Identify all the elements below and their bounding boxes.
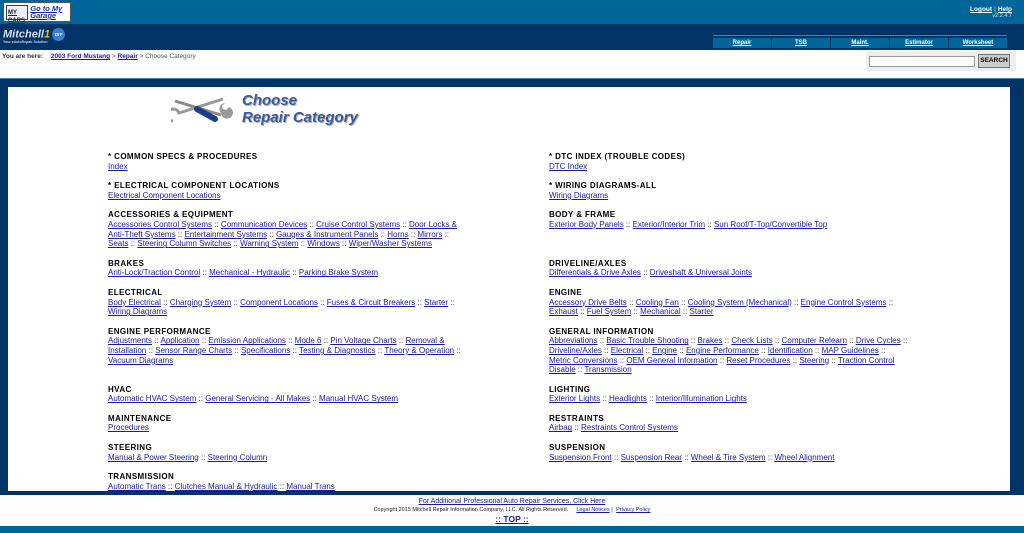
category-links [549, 336, 909, 374]
link-separator: :: [128, 239, 138, 249]
search-input[interactable] [869, 56, 975, 67]
link-separator: :: [339, 239, 349, 249]
link-separator: :: [442, 229, 450, 239]
link-separator: :: [175, 229, 185, 239]
link-horns[interactable]: Horns [387, 229, 409, 239]
link-separator: :: [298, 239, 308, 249]
garage-label: Go to My Garage [30, 4, 63, 20]
link-separator: :: [617, 355, 627, 365]
link-separator: :: [231, 239, 241, 249]
link-accessories-control-systems[interactable]: Accessories Control Systems [108, 219, 213, 229]
link-sensor-range-charts[interactable]: Sensor Range Charts [155, 345, 233, 355]
category-heading: BODY & FRAME [549, 210, 616, 220]
link-manual-trans[interactable]: Manual Trans [286, 481, 335, 491]
link-mode-6[interactable]: Mode 6 [294, 336, 322, 346]
category-heading: GENERAL INFORMATION [549, 326, 654, 336]
link-clutches-manual-hydraulic[interactable]: Clutches Manual & Hydraulic [174, 481, 278, 491]
link-separator: :: [688, 336, 698, 346]
link-metric-conversions[interactable]: Metric Conversions [549, 355, 618, 365]
link-index[interactable]: Index [108, 161, 128, 171]
search-button[interactable]: SEARCH [978, 54, 1010, 68]
link-charging-system[interactable]: Charging System [169, 297, 232, 307]
tab-estimator[interactable]: Estimator [890, 38, 948, 48]
link-separator: :: [722, 336, 732, 346]
link-pin-voltage-charts[interactable]: Pin Voltage Charts [330, 336, 397, 346]
link-separator: :: [378, 229, 388, 239]
category-heading: * ELECTRICAL COMPONENT LOCATIONS [108, 181, 280, 191]
link-automatic-trans[interactable]: Automatic Trans [108, 481, 166, 491]
nav-bar [0, 24, 1024, 50]
link-application[interactable]: Application [160, 336, 200, 346]
link-separator: :: [886, 297, 894, 307]
bottom-bar [0, 526, 1024, 533]
link-separator: :: [232, 345, 241, 355]
link-separator: :: [631, 307, 641, 317]
category-section-steering [108, 443, 468, 462]
link-driveshaft-universal-joints[interactable]: Driveshaft & Universal Joints [649, 268, 753, 278]
link-wiring-diagrams[interactable]: Wiring Diagrams [108, 307, 168, 317]
link-separator: :: [772, 336, 782, 346]
link-wiring-diagrams[interactable]: Wiring Diagrams [549, 190, 609, 200]
link-separator: :: [400, 219, 409, 229]
category-section-maintenance [108, 414, 468, 433]
link-sun-roof-t-top-convertible-top[interactable]: Sun Roof/T-Top/Convertible Top [713, 219, 828, 229]
link-driveline-axles[interactable]: Driveline/Axles [549, 345, 602, 355]
category-links [549, 298, 909, 317]
page-title [242, 92, 358, 126]
link-manual-hvac-system[interactable]: Manual HVAC System [319, 394, 399, 404]
link-wheel-alignment[interactable]: Wheel Alignment [774, 452, 835, 462]
link-separator: :: [600, 394, 610, 404]
link-mechanical[interactable]: Mechanical [640, 307, 681, 317]
wrench-screwdriver-icon [171, 91, 237, 125]
breadcrumb-repair[interactable]: Repair [117, 53, 138, 60]
category-section-electrical [108, 288, 468, 317]
tab-worksheet[interactable]: Worksheet [949, 38, 1007, 48]
link-separator: :: [626, 297, 636, 307]
link-vacuum-diagrams[interactable]: Vacuum Diagrams [108, 355, 174, 365]
help-link[interactable]: Help [997, 6, 1012, 13]
additional-services-link[interactable]: For Additional Professional Auto Repair Services, Click Here [418, 498, 606, 505]
link-reset-procedures[interactable]: Reset Procedures [726, 355, 791, 365]
link-suspension-rear[interactable]: Suspension Rear [620, 452, 682, 462]
link-separator: :: [643, 345, 653, 355]
tab-maint[interactable]: Maint. [831, 38, 889, 48]
link-separator: :: [196, 394, 206, 404]
link-separator: :: [846, 336, 856, 346]
link-separator: :: [791, 297, 801, 307]
category-links [549, 394, 909, 404]
category-section-driveline-axles [549, 259, 909, 278]
copyright: Copyright 2015 Mitchell Repair Information Company, LLC. All Rights Reserved. Legal Notices | Privacy Policy [373, 507, 651, 513]
link-separator: :: [681, 452, 691, 462]
link-drive-cycles[interactable]: Drive Cycles [855, 336, 901, 346]
category-heading: * WIRING DIAGRAMS-ALL [549, 181, 657, 191]
link-parking-brake-system[interactable]: Parking Brake System [298, 268, 379, 278]
mitchell1-logo [3, 28, 65, 44]
category-heading: DRIVELINE/AXLES [549, 258, 627, 268]
link-headlights[interactable]: Headlights [609, 394, 647, 404]
link-accessory-drive-belts[interactable]: Accessory Drive Belts [549, 297, 627, 307]
category-section-suspension [549, 443, 909, 462]
link-separator: :: [290, 345, 300, 355]
link-electrical[interactable]: Electrical [610, 345, 644, 355]
link-traction-control-disable[interactable]: Traction Control Disable [549, 355, 895, 375]
link-separator: :: [790, 355, 800, 365]
category-section-lighting [549, 385, 909, 404]
category-grid [108, 152, 909, 501]
link-body-electrical[interactable]: Body Electrical [108, 297, 161, 307]
link-separator: :: [375, 345, 385, 355]
link-procedures[interactable]: Procedures [108, 423, 149, 433]
link-separator: :: [758, 345, 768, 355]
logout-link[interactable]: Logout [970, 6, 993, 13]
category-section-electrical-component-locations [108, 181, 468, 200]
link-separator: :: [198, 452, 208, 462]
link-cruise-control-systems[interactable]: Cruise Control Systems [316, 219, 401, 229]
link-separator: :: [310, 394, 320, 404]
breadcrumb-vehicle[interactable]: 2003 Ford Mustang [50, 53, 111, 60]
link-door-locks-anti-theft-systems[interactable]: Door Locks & Anti-Theft Systems [108, 219, 458, 239]
category-section-transmission [108, 472, 468, 491]
link-separator: :: [285, 336, 295, 346]
link-separator: :: [597, 336, 607, 346]
logo-tagline: Your eAutoRepair Solution [3, 40, 48, 44]
category-section-engine-performance [108, 327, 468, 375]
link-transmission[interactable]: Transmission [584, 365, 632, 375]
divider: | [994, 6, 996, 13]
link-steering[interactable]: Steering [799, 355, 830, 365]
link-separator: :: [601, 345, 611, 355]
link-entertainment-systems[interactable]: Entertainment Systems [184, 229, 268, 239]
link-basic-trouble-shooting[interactable]: Basic Trouble Shooting [606, 336, 689, 346]
link-separator: :: [705, 219, 714, 229]
link-suspension-front[interactable]: Suspension Front [549, 452, 612, 462]
category-links [108, 482, 468, 492]
link-dtc-index[interactable]: DTC Index [549, 161, 588, 171]
link-separator: :: [677, 345, 686, 355]
link-wiper-washer-systems[interactable]: Wiper/Washer Systems [348, 239, 432, 249]
version-label: v2.2.4.7 [992, 13, 1012, 19]
copyright-text: Copyright 2015 Mitchell Repair Information Company, LLC. All Rights Reserved. [373, 507, 569, 513]
link-engine-control-systems[interactable]: Engine Control Systems [800, 297, 887, 307]
link-exterior-interior-trim[interactable]: Exterior/Interior Trim [632, 219, 706, 229]
link-separator: :: [829, 355, 838, 365]
breadcrumb-prefix: You are here: [2, 53, 44, 60]
category-links [549, 162, 909, 172]
link-separator: :: [321, 336, 331, 346]
link-separator: :: [317, 297, 327, 307]
link-fuel-system[interactable]: Fuel System [586, 307, 632, 317]
link-separator: :: [199, 336, 209, 346]
link-separator: :: [231, 297, 241, 307]
category-heading: ELECTRICAL [108, 287, 163, 297]
category-heading: SUSPENSION [549, 443, 606, 453]
category-section-hvac [108, 385, 468, 404]
link-cooling-system-mechanical[interactable]: Cooling System (Mechanical) [687, 297, 792, 307]
link-separator: :: [878, 345, 886, 355]
link-separator: :: [212, 219, 221, 229]
link-electrical-component-locations[interactable]: Electrical Component Locations [108, 190, 221, 200]
category-section-wiring-diagrams-all [549, 181, 909, 200]
category-heading: * DTC INDEX (TROUBLE CODES) [549, 152, 686, 161]
link-manual-power-steering[interactable]: Manual & Power Steering [108, 452, 199, 462]
link-separator: :: [577, 307, 587, 317]
link-check-lists[interactable]: Check Lists [731, 336, 773, 346]
link-separator: :: [640, 268, 650, 278]
link-general-servicing-all-makes[interactable]: General Servicing - All Makes [205, 394, 311, 404]
search-form [866, 51, 1016, 71]
account-links [970, 6, 1012, 19]
go-to-my-garage-button[interactable] [3, 2, 71, 22]
link-exterior-lights[interactable]: Exterior Lights [549, 394, 601, 404]
back-to-top-link[interactable]: :: TOP :: [495, 514, 529, 524]
page-title-line1: Choose [242, 92, 298, 109]
diy-badge: DIY [52, 28, 65, 41]
category-heading: * COMMON SPECS & PROCEDURES [108, 152, 258, 161]
my-cars-plate: MY CARS [6, 5, 28, 20]
link-fuses-circuit-breakers[interactable]: Fuses & Circuit Breakers [326, 297, 416, 307]
link-removal-installation[interactable]: Removal & Installation [108, 336, 445, 355]
category-heading: LIGHTING [549, 384, 591, 394]
category-heading: ENGINE PERFORMANCE [108, 326, 211, 336]
link-emission-applications[interactable]: Emission Applications [208, 336, 286, 346]
category-section-accessories-equipment [108, 210, 468, 248]
category-heading: STEERING [108, 443, 153, 453]
link-oem-general-information[interactable]: OEM General Information [626, 355, 718, 365]
breadcrumb-sep: > [111, 53, 116, 60]
link-separator: :: [454, 345, 461, 355]
category-links [108, 423, 468, 433]
link-separator: :: [146, 345, 156, 355]
link-anti-lock-traction-control[interactable]: Anti-Lock/Traction Control [108, 268, 201, 278]
tab-repair[interactable]: Repair [713, 38, 771, 48]
link-separator: :: [448, 297, 455, 307]
link-theory-operation[interactable]: Theory & Operation [384, 345, 455, 355]
category-heading: MAINTENANCE [108, 413, 172, 423]
link-starter[interactable]: Starter [689, 307, 714, 317]
link-wheel-tire-system[interactable]: Wheel & Tire System [690, 452, 766, 462]
link-separator: :: [307, 219, 317, 229]
category-heading: BRAKES [108, 258, 145, 268]
category-heading: ACCESSORIES & EQUIPMENT [108, 210, 234, 220]
logo-one: 1 [43, 28, 51, 41]
link-differentials-drive-axles[interactable]: Differentials & Drive Axles [549, 268, 641, 278]
link-warning-system[interactable]: Warning System [240, 239, 299, 249]
link-engine-performance[interactable]: Engine Performance [685, 345, 759, 355]
category-links [108, 336, 468, 365]
category-links [549, 220, 909, 230]
category-section-body-frame [549, 210, 909, 248]
tab-tsb[interactable]: TSB [772, 38, 830, 48]
link-map-guidelines[interactable]: MAP Guidelines [821, 345, 879, 355]
link-separator: :: [765, 452, 775, 462]
category-links [108, 298, 468, 317]
link-cooling-fan[interactable]: Cooling Fan [635, 297, 679, 307]
link-steering-column-switches[interactable]: Steering Column Switches [137, 239, 232, 249]
link-separator: :: [152, 336, 161, 346]
breadcrumb-sep: > [139, 53, 144, 60]
link-brakes[interactable]: Brakes [697, 336, 723, 346]
category-heading: RESTRAINTS [549, 413, 605, 423]
link-separator: :: [611, 452, 621, 462]
link-separator: :: [415, 297, 425, 307]
category-links [549, 423, 909, 433]
link-separator: :: [812, 345, 822, 355]
link-separator: :: [408, 229, 418, 239]
link-separator: :: [267, 229, 277, 239]
link-computer-relearn[interactable]: Computer Relearn [781, 336, 847, 346]
link-communication-devices[interactable]: Communication Devices [220, 219, 308, 229]
link-exterior-body-panels[interactable]: Exterior Body Panels [549, 219, 624, 229]
category-links [108, 162, 468, 172]
link-windows[interactable]: Windows [307, 239, 340, 249]
link-separator: :: [678, 297, 688, 307]
category-links [108, 220, 468, 249]
category-links [549, 191, 909, 201]
link-exhaust[interactable]: Exhaust [549, 307, 578, 317]
top-bar [0, 0, 1024, 24]
breadcrumb-current: Choose Category [145, 53, 196, 60]
link-separator: :: [277, 481, 287, 491]
link-gauges-instrument-panels[interactable]: Gauges & Instrument Panels [276, 229, 379, 239]
content-frame [0, 78, 1024, 495]
link-automatic-hvac-system[interactable]: Automatic HVAC System [108, 394, 197, 404]
category-heading: TRANSMISSION [108, 472, 175, 482]
link-airbag[interactable]: Airbag [549, 423, 573, 433]
link-abbreviations[interactable]: Abbreviations [549, 336, 598, 346]
empty-cell [549, 472, 909, 491]
category-section-common-specs-procedures [108, 152, 468, 171]
link-separator: :: [165, 481, 175, 491]
breadcrumb [2, 53, 196, 60]
privacy-policy-link[interactable]: Privacy Policy [616, 507, 651, 513]
link-adjustments[interactable]: Adjustments [108, 336, 153, 346]
link-restraints-control-systems[interactable]: Restraints Control Systems [581, 423, 678, 433]
link-separator: :: [572, 423, 582, 433]
link-interior-illumination-lights[interactable]: Interior/Illumination Lights [655, 394, 747, 404]
link-mechanical-hydraulic[interactable]: Mechanical - Hydraulic [209, 268, 290, 278]
link-specifications[interactable]: Specifications [240, 345, 291, 355]
link-component-locations[interactable]: Component Locations [240, 297, 318, 307]
category-heading: HVAC [108, 384, 132, 394]
link-mirrors[interactable]: Mirrors [417, 229, 443, 239]
link-separator: :: [680, 307, 690, 317]
link-seats[interactable]: Seats [108, 239, 129, 249]
footer [0, 497, 1024, 524]
logo-text: Mitchell [3, 28, 44, 41]
link-separator: :: [200, 268, 210, 278]
page-title-line2: Repair Category [242, 109, 358, 126]
link-engine[interactable]: Engine [652, 345, 678, 355]
category-links [549, 268, 909, 278]
category-section-general-information [549, 327, 909, 375]
category-links [108, 453, 468, 463]
category-section-engine [549, 288, 909, 317]
category-section-brakes [108, 259, 468, 278]
link-separator: :: [900, 336, 908, 346]
link-separator: :: [396, 336, 406, 346]
link-identification[interactable]: Identification [767, 345, 813, 355]
category-links [108, 191, 468, 201]
link-separator: :: [290, 268, 299, 278]
link-separator: :: [646, 394, 656, 404]
link-separator: :: [623, 219, 633, 229]
category-links [108, 394, 468, 404]
link-separator: :: [717, 355, 727, 365]
main-tabs [713, 35, 1007, 48]
content-panel [8, 87, 1010, 491]
category-links [108, 268, 468, 278]
link-separator: :: [575, 365, 585, 375]
link-starter[interactable]: Starter [424, 297, 449, 307]
link-steering-column[interactable]: Steering Column [207, 452, 268, 462]
legal-notices-link[interactable]: Legal Notices [576, 507, 610, 513]
category-section-restraints [549, 414, 909, 433]
link-testing-diagnostics[interactable]: Testing & Diagnostics [299, 345, 376, 355]
category-heading: ENGINE [549, 287, 583, 297]
category-section-dtc-index-trouble-codes [549, 152, 909, 171]
category-links [549, 453, 909, 463]
link-separator: :: [160, 297, 170, 307]
